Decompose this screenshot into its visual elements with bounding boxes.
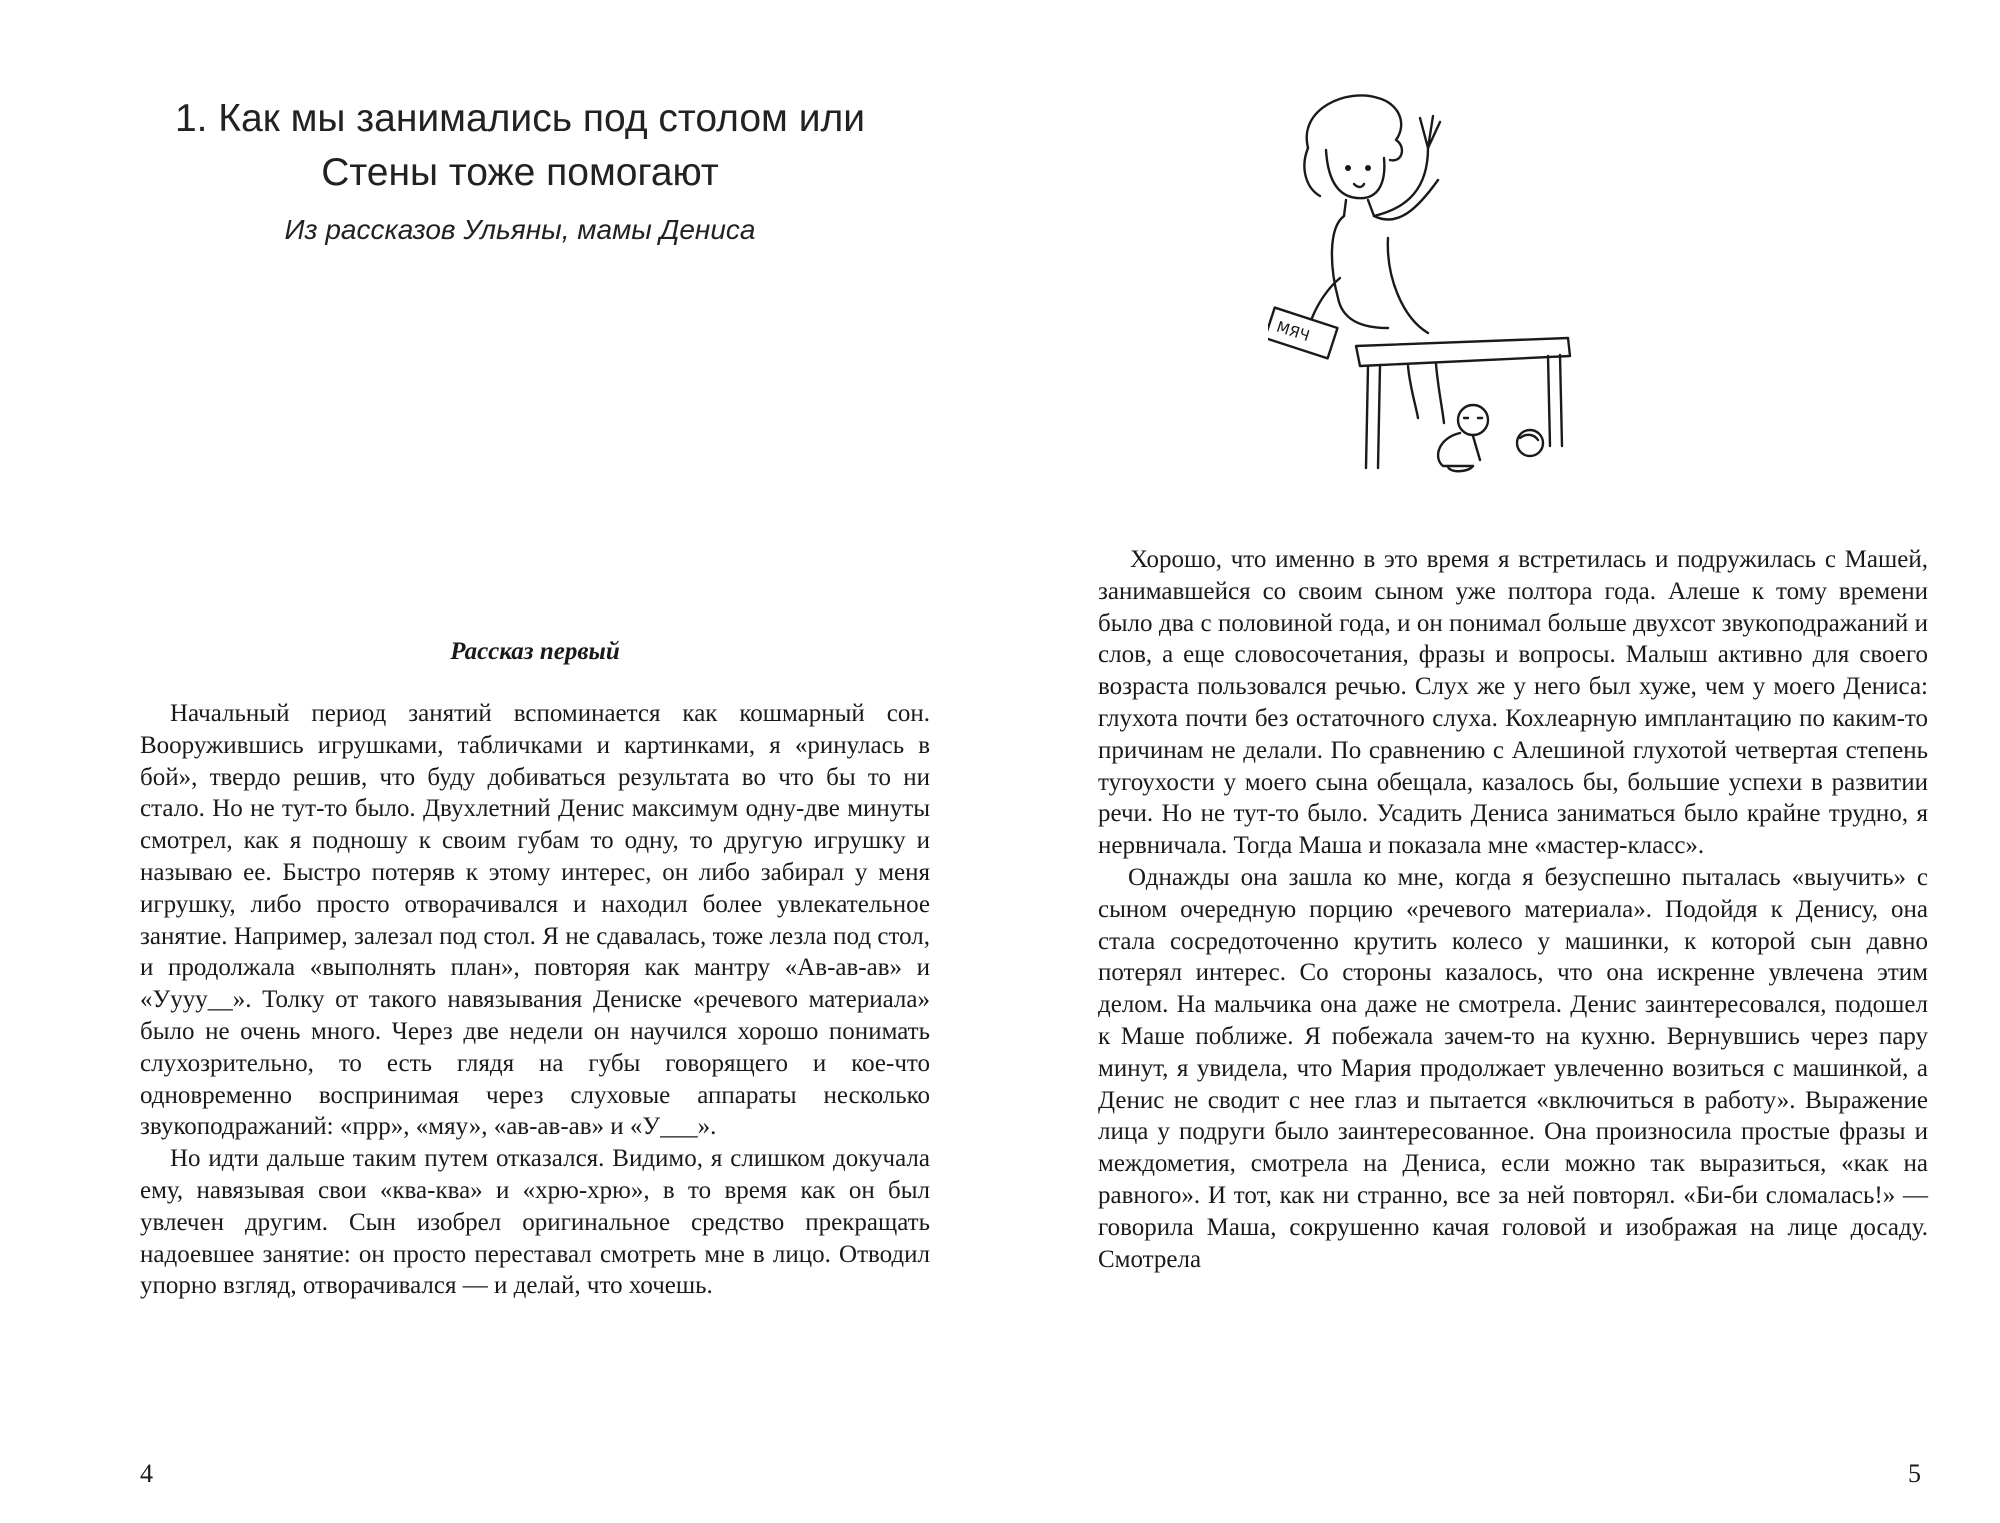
chapter-subtitle: Из рассказов Ульяны, мамы Дениса xyxy=(284,214,756,245)
chapter-title xyxy=(100,92,940,200)
line-drawing xyxy=(1268,88,1618,483)
page-number: 5 xyxy=(1908,1459,1921,1488)
right-page xyxy=(1000,0,2000,1523)
right-body-text xyxy=(1098,544,1928,1275)
paragraph: Но идти дальше таким путем отказался. Видимо, я слишком докучала ему, навязывая свои «ква-ква» и «хрю-хрю», в то время как он был увлечен другим. Сын изобрел оригинальное средство прекращать надоевшее занятие: он просто переставал смотреть мне в лицо. Отводил упорно взгляд, отворачивался — и делай, что хочешь. xyxy=(140,1145,930,1300)
paragraph: Однажды она зашла ко мне, когда я безуспешно пыталась «выучить» с сыном очередную порцию «речевого материала». Подойдя к Денису, она стала сосредоточенно крутить колесо у машинки, к которой сын давно потерял интерес. Со стороны казалось, что она искренне увлечена этим делом. На мальчика она даже не смотрела. Денис заинтересовался, подошел к Маше поближе. Я побежала зачем-то на кухню. Вернувшись через пару минут, я увидела, что Мария продолжает увлеченно возиться с машинкой, а Денис не сводит с нее глаз и пытается «включиться в работу». Выражение лица у подруги было заинтересованное. Она произносила простые фразы и междометия, смотрела на Дениса, если можно так выразиться, «как на равного». И тот, как ни странно, все за ней повторял. «Би-би сломалась!» — говорила Маша, сокрушенно качая головой и изображая на лице досаду. Смотрела xyxy=(1098,863,1928,1273)
card-label: МЯЧ xyxy=(1274,317,1312,346)
paragraph: Начальный период занятий вспоминается как кошмарный сон. Вооружившись игрушками, табличками и картинками, я «ринулась в бой», твердо решив, что буду добиваться результата во что бы то ни стало. Но не тут-то было. Двухлетний Денис максимум одну-две минуты смотрел, как я подношу к своим губам то одну, то другую игрушку и называю ее. Быстро потеряв к этому интерес, он либо забирал у меня игрушку, либо просто отворачивался и находил более увлекательное занятие. Например, залезал под стол. Я не сдавалась, тоже лезла под стол, и продолжала «выполнять план», повторяя как мантру «Ав-ав-ав» и «Уууу__». Толку от такого навязывания Дениске «речевого материала» было не очень много. Через две недели он научился хорошо понимать слухозрительно, то есть глядя на губы говорящего и кое-что одновременно воспринимая через слуховые аппараты несколько звукоподражаний: «прр», «мяу», «ав-ав-ав» и «У___». xyxy=(140,700,930,1141)
chapter-title-line: Стены тоже помогают xyxy=(321,151,719,194)
left-body-text xyxy=(140,698,930,1302)
paragraph: Хорошо, что именно в это время я встретилась и подружилась с Машей, занимавшейся со своим сыном уже полтора года. Алеше к тому времени было два с половиной года, и он понимал больше двухсот звукоподражаний и слов, а еще словосочетания, фразы и вопросы. Малыш активно для своего возраста пользовался речью. Слух же у него был хуже, чем у моего Дениса: глухота почти без остаточного слуха. Кохлеарную имплантацию по каким-то причинам не делали. По сравнению с Алешиной глухотой четвертая степень тугоухости у моего сына обещала, казалось бы, большие успехи в развитии речи. Но не тут-то было. Усадить Дениса заниматься было крайне трудно, я нервничала. Тогда Маша и показала мне «мастер-класс». xyxy=(1098,546,1928,860)
chapter-title-line: 1. Как мы занимались под столом или xyxy=(174,97,866,140)
illustration-woman-table-child xyxy=(1268,88,1618,483)
section-heading: Рассказ первый xyxy=(450,638,620,665)
page-number: 4 xyxy=(140,1459,153,1488)
